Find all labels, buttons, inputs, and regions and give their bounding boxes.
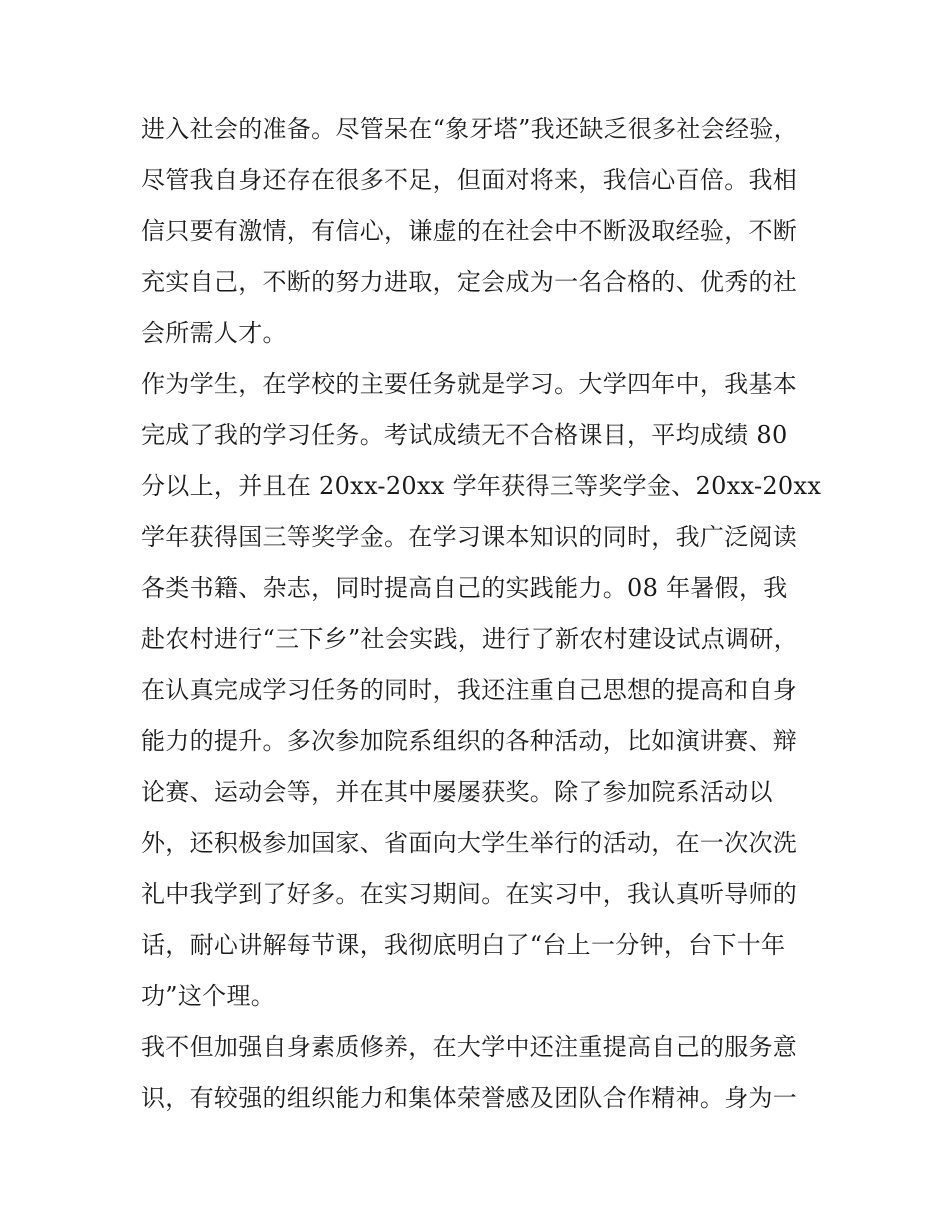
text-line: 各类书籍、杂志，同时提高自己的实践能力。08 年暑假，我 xyxy=(141,574,788,602)
text-line: 充实自己，不断的努力进取，定会成为一名合格的、优秀的社 xyxy=(141,268,798,296)
text-line: 能力的提升。多次参加院系组织的各种活动，比如演讲赛、辩 xyxy=(141,727,798,755)
text-line: 尽管我自身还存在很多不足，但面对将来，我信心百倍。我相 xyxy=(141,166,798,194)
text-line: 外，还积极参加国家、省面向大学生举行的活动，在一次次洗 xyxy=(141,829,798,857)
text-line: 功”这个理。 xyxy=(141,982,276,1010)
text-line: 话，耐心讲解每节课，我彻底明白了“台上一分钟，台下十年 xyxy=(141,931,786,959)
text-line: 信只要有激情，有信心，谦虚的在社会中不断汲取经验，不断 xyxy=(141,217,798,245)
document-body xyxy=(141,104,821,1124)
text-line: 分以上，并且在 20xx-20xx 学年获得三等奖学金、20xx-20xx xyxy=(141,472,822,500)
text-line: 赴农村进行“三下乡”社会实践，进行了新农村建设试点调研， xyxy=(141,625,798,653)
text-line: 在认真完成学习任务的同时，我还注重自己思想的提高和自身 xyxy=(141,676,798,704)
text-line: 会所需人才。 xyxy=(141,319,287,347)
text-line: 论赛、运动会等，并在其中屡屡获奖。除了参加院系活动以 xyxy=(141,778,773,806)
text-line: 进入社会的准备。尽管呆在“象牙塔”我还缺乏很多社会经验， xyxy=(141,115,798,143)
text-line: 我不但加强自身素质修养，在大学中还注重提高自己的服务意 xyxy=(141,1033,798,1061)
text-line: 礼中我学到了好多。在实习期间。在实习中，我认真听导师的 xyxy=(141,880,798,908)
text-line: 识，有较强的组织能力和集体荣誉感及团队合作精神。身为一 xyxy=(141,1084,798,1112)
text-line: 作为学生，在学校的主要任务就是学习。大学四年中，我基本 xyxy=(141,370,798,398)
text-line: 完成了我的学习任务。考试成绩无不合格课目，平均成绩 80 xyxy=(141,421,788,449)
text-line: 学年获得国三等奖学金。在学习课本知识的同时，我广泛阅读 xyxy=(141,523,798,551)
